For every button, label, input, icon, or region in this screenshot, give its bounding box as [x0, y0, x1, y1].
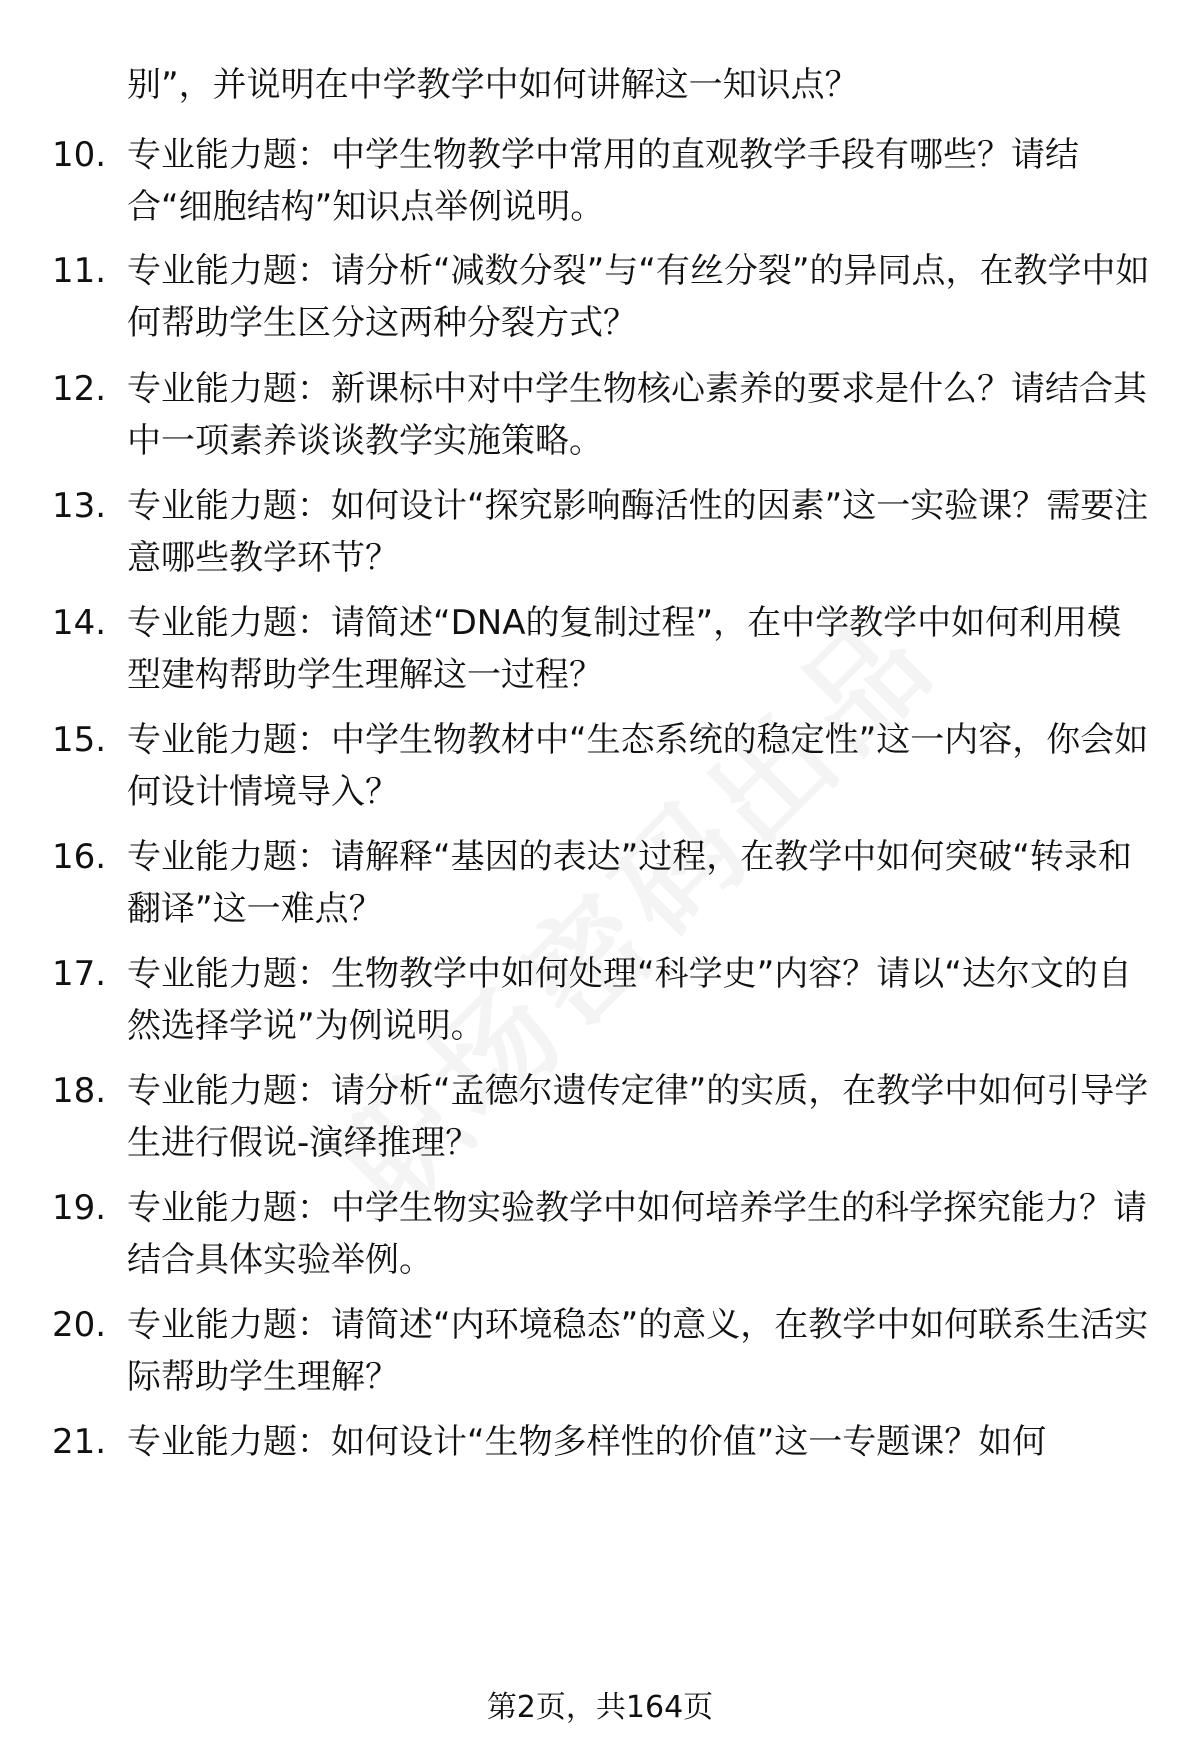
question-text: 专业能力题：中学生物教学中常用的直观教学手段有哪些？请结合“细胞结构”知识点举例说明。 — [127, 135, 1079, 227]
question-number: 20. — [52, 1305, 107, 1345]
question-continuation: 别”，并说明在中学教学中如何讲解这一知识点？ — [127, 65, 859, 105]
question-text: 专业能力题：请简述“DNA的复制过程”，在中学教学中如何利用模型建构帮助学生理解这一过程？ — [127, 603, 1122, 695]
question-number: 21. — [52, 1422, 107, 1462]
question-text: 专业能力题：请分析“孟德尔遗传定律”的实质，在教学中如何引导学生进行假说-演绎推理？ — [127, 1071, 1149, 1163]
question-text: 专业能力题：生物教学中如何处理“科学史”内容？请以“达尔文的自然选择学说”为例说明。 — [127, 954, 1132, 1046]
question-text: 专业能力题：如何设计“生物多样性的价值”这一专题课？如何 — [127, 1422, 1047, 1462]
question-text: 专业能力题：新课标中对中学生物核心素养的要求是什么？请结合其中一项素养谈谈教学实施策略。 — [127, 369, 1147, 461]
question-text: 专业能力题：请解释“基因的表达”过程，在教学中如何突破“转录和翻译”这一难点？ — [127, 837, 1132, 929]
question-number: 10. — [52, 135, 107, 175]
question-text: 专业能力题：请分析“减数分裂”与“有丝分裂”的异同点，在教学中如何帮助学生区分这两种分裂方式？ — [127, 251, 1150, 343]
question-number: 14. — [52, 603, 107, 643]
question-number: 16. — [52, 837, 107, 877]
question-number: 12. — [52, 369, 107, 409]
question-text: 专业能力题：如何设计“探究影响酶活性的因素”这一实验课？需要注意哪些教学环节？ — [127, 486, 1149, 578]
page-footer: 第2页，共164页 — [486, 1690, 714, 1725]
question-number: 11. — [52, 251, 107, 291]
question-text: 专业能力题：中学生物教材中“生态系统的稳定性”这一内容，你会如何设计情境导入？ — [127, 720, 1149, 812]
question-number: 19. — [52, 1188, 107, 1228]
question-text: 专业能力题：请简述“内环境稳态”的意义，在教学中如何联系生活实际帮助学生理解？ — [127, 1305, 1149, 1397]
question-number: 15. — [52, 720, 107, 760]
question-number: 18. — [52, 1071, 107, 1111]
question-number: 13. — [52, 486, 107, 526]
question-number: 17. — [52, 954, 107, 994]
question-text: 专业能力题：中学生物实验教学中如何培养学生的科学探究能力？请结合具体实验举例。 — [127, 1188, 1147, 1280]
